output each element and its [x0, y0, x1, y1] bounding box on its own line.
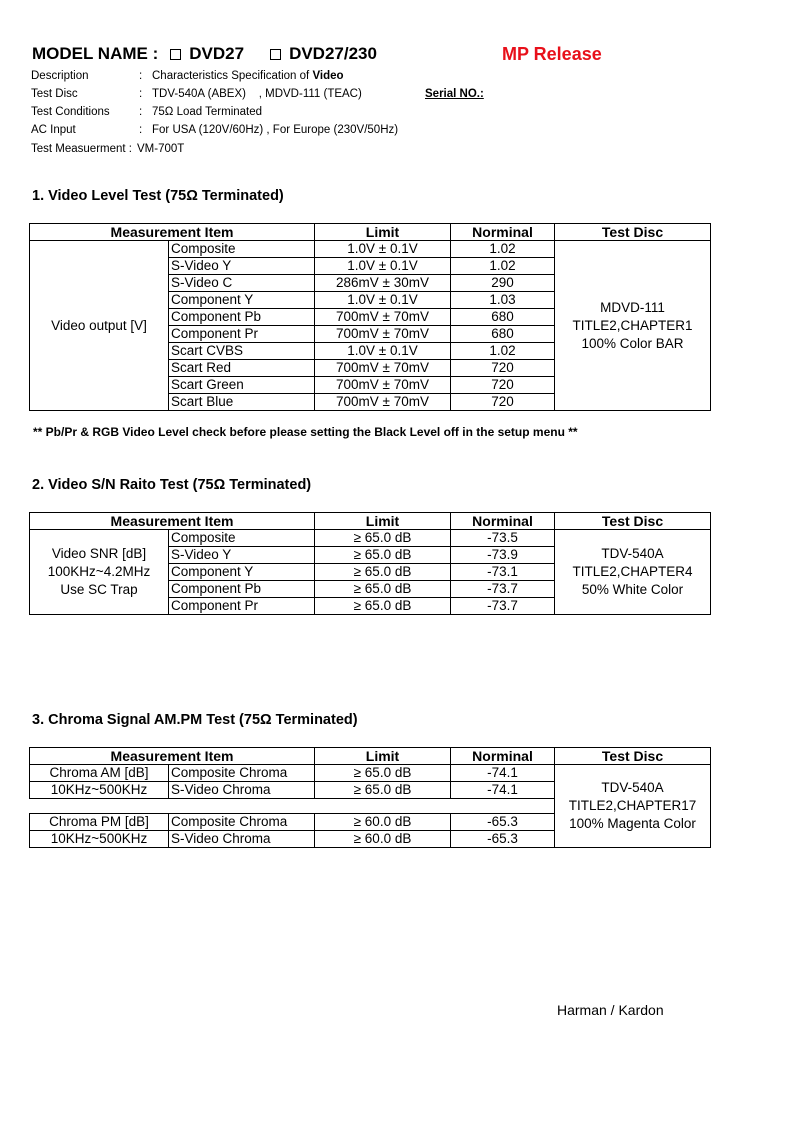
nominal-cell: 1.02: [451, 258, 555, 275]
limit-cell: 700mV ± 70mV: [315, 360, 451, 377]
limit-cell: ≥ 65.0 dB: [315, 564, 451, 581]
col-header-item: Measurement Item: [30, 224, 315, 241]
cell-line: 100KHz~4.2MHz: [47, 564, 151, 579]
item-cell: Composite: [169, 530, 315, 547]
release-label: MP Release: [502, 44, 602, 64]
col-header-limit: Limit: [315, 748, 451, 765]
cell-line: 100% Color BAR: [581, 335, 684, 351]
info-row-test-disc: Test Disc : TDV-540A (ABEX) , MDVD-111 (TEAC): [31, 88, 362, 100]
item-cell: S-Video Chroma: [169, 831, 315, 848]
group-label-cell: 10KHz~500KHz: [30, 831, 169, 848]
group-label-cell: Chroma PM [dB]: [30, 814, 169, 831]
col-header-limit: Limit: [315, 224, 451, 241]
limit-cell: ≥ 65.0 dB: [315, 782, 451, 799]
group-label-cell: 10KHz~500KHz: [30, 782, 169, 799]
item-cell: S-Video Y: [169, 547, 315, 564]
table-row: [30, 530, 711, 547]
video-snr-table: [29, 512, 711, 615]
info-row-test-measurement: Test Measuerment : VM-700T: [31, 143, 185, 155]
nominal-cell: 1.03: [451, 292, 555, 309]
limit-cell: 1.0V ± 0.1V: [315, 292, 451, 309]
section2-title: 2. Video S/N Raito Test (75Ω Terminated): [32, 477, 312, 493]
model-name-label: MODEL NAME :: [32, 44, 159, 63]
nominal-cell: -74.1: [451, 782, 555, 799]
cell-line: MDVD-111: [600, 299, 665, 315]
col-header-disc: Test Disc: [555, 748, 711, 765]
item-cell: S-Video Y: [169, 258, 315, 275]
col-header-item: Measurement Item: [30, 513, 315, 530]
nominal-cell: 720: [451, 377, 555, 394]
cell-line: Use SC Trap: [60, 582, 138, 597]
limit-cell: ≥ 65.0 dB: [315, 547, 451, 564]
nominal-cell: -73.5: [451, 530, 555, 547]
item-cell: Component Y: [169, 564, 315, 581]
section3-title: 3. Chroma Signal AM.PM Test (75Ω Terminated): [32, 712, 358, 728]
cell-line: 50% White Color: [581, 582, 684, 597]
nominal-cell: 680: [451, 309, 555, 326]
video-level-table: [29, 223, 711, 411]
table-row: [30, 765, 711, 782]
company-footer: Harman / Kardon: [557, 1002, 664, 1018]
item-cell: Scart Green: [169, 377, 315, 394]
cell-line: Video SNR [dB]: [51, 546, 147, 561]
item-cell: Component Pr: [169, 326, 315, 343]
col-header-disc: Test Disc: [555, 224, 711, 241]
model-option-dvd27[interactable]: DVD27: [168, 44, 244, 64]
cell-line: TDV-540A: [601, 780, 664, 795]
nominal-cell: -73.1: [451, 564, 555, 581]
test-disc-cell: [555, 530, 711, 615]
limit-cell: 700mV ± 70mV: [315, 309, 451, 326]
nominal-cell: 290: [451, 275, 555, 292]
limit-cell: 700mV ± 70mV: [315, 394, 451, 411]
nominal-cell: -74.1: [451, 765, 555, 782]
gap-cell: [30, 799, 555, 814]
nominal-cell: 720: [451, 360, 555, 377]
item-cell: Component Y: [169, 292, 315, 309]
item-cell: Scart Blue: [169, 394, 315, 411]
limit-cell: ≥ 65.0 dB: [315, 581, 451, 598]
item-cell: Component Pb: [169, 309, 315, 326]
info-row-test-conditions: Test Conditions : 75Ω Load Terminated: [31, 106, 263, 118]
cell-line: TDV-540A: [601, 546, 664, 561]
col-header-nominal: Norminal: [451, 513, 555, 530]
limit-cell: ≥ 65.0 dB: [315, 765, 451, 782]
checkbox-icon[interactable]: [270, 49, 281, 60]
chroma-am-pm-table: [29, 747, 711, 848]
limit-cell: 700mV ± 70mV: [315, 326, 451, 343]
item-cell: Composite Chroma: [169, 765, 315, 782]
item-cell: Component Pb: [169, 581, 315, 598]
item-cell: Component Pr: [169, 598, 315, 615]
item-cell: Scart Red: [169, 360, 315, 377]
nominal-cell: 1.02: [451, 241, 555, 258]
serial-number-label: Serial NO.:: [425, 88, 484, 100]
nominal-cell: -73.7: [451, 598, 555, 615]
cell-line: TITLE2,CHAPTER17: [568, 798, 697, 813]
nominal-cell: 680: [451, 326, 555, 343]
nominal-cell: -65.3: [451, 831, 555, 848]
nominal-cell: -73.9: [451, 547, 555, 564]
model-option-dvd27-230[interactable]: DVD27/230: [268, 44, 377, 64]
nominal-cell: 1.02: [451, 343, 555, 360]
info-row-ac-input: AC Input : For USA (120V/60Hz) , For Europe (230V/50Hz): [31, 124, 399, 136]
cell-line: TITLE2,CHAPTER1: [572, 317, 693, 333]
group-label-cell: Chroma AM [dB]: [30, 765, 169, 782]
test-disc-cell: [555, 241, 711, 411]
item-cell: Scart CVBS: [169, 343, 315, 360]
table-header-row: [30, 748, 711, 765]
nominal-cell: -73.7: [451, 581, 555, 598]
limit-cell: ≥ 65.0 dB: [315, 598, 451, 615]
col-header-nominal: Norminal: [451, 224, 555, 241]
info-row-description: Description : Characteristics Specification of Video: [31, 70, 344, 82]
limit-cell: 700mV ± 70mV: [315, 377, 451, 394]
setup-note: ** Pb/Pr & RGB Video Level check before please setting the Black Level off in the setup menu **: [33, 425, 578, 439]
nominal-cell: 720: [451, 394, 555, 411]
group-label-cell: [30, 530, 169, 615]
cell-line: 100% Magenta Color: [569, 816, 696, 831]
limit-cell: 286mV ± 30mV: [315, 275, 451, 292]
table-header-row: [30, 513, 711, 530]
table-header-row: [30, 224, 711, 241]
item-cell: Composite Chroma: [169, 814, 315, 831]
col-header-disc: Test Disc: [555, 513, 711, 530]
col-header-nominal: Norminal: [451, 748, 555, 765]
col-header-limit: Limit: [315, 513, 451, 530]
item-cell: Composite: [169, 241, 315, 258]
section1-title: 1. Video Level Test (75Ω Terminated): [32, 188, 284, 204]
limit-cell: 1.0V ± 0.1V: [315, 343, 451, 360]
group-label-cell: Video output [V]: [30, 241, 169, 411]
limit-cell: 1.0V ± 0.1V: [315, 258, 451, 275]
limit-cell: ≥ 60.0 dB: [315, 814, 451, 831]
test-disc-cell: [555, 765, 711, 848]
item-cell: S-Video C: [169, 275, 315, 292]
limit-cell: ≥ 65.0 dB: [315, 530, 451, 547]
col-header-item: Measurement Item: [30, 748, 315, 765]
limit-cell: ≥ 60.0 dB: [315, 831, 451, 848]
cell-line: TITLE2,CHAPTER4: [572, 564, 693, 579]
limit-cell: 1.0V ± 0.1V: [315, 241, 451, 258]
model-name-line: [32, 44, 401, 64]
item-cell: S-Video Chroma: [169, 782, 315, 799]
nominal-cell: -65.3: [451, 814, 555, 831]
table-row: [30, 241, 711, 258]
checkbox-icon[interactable]: [170, 49, 181, 60]
